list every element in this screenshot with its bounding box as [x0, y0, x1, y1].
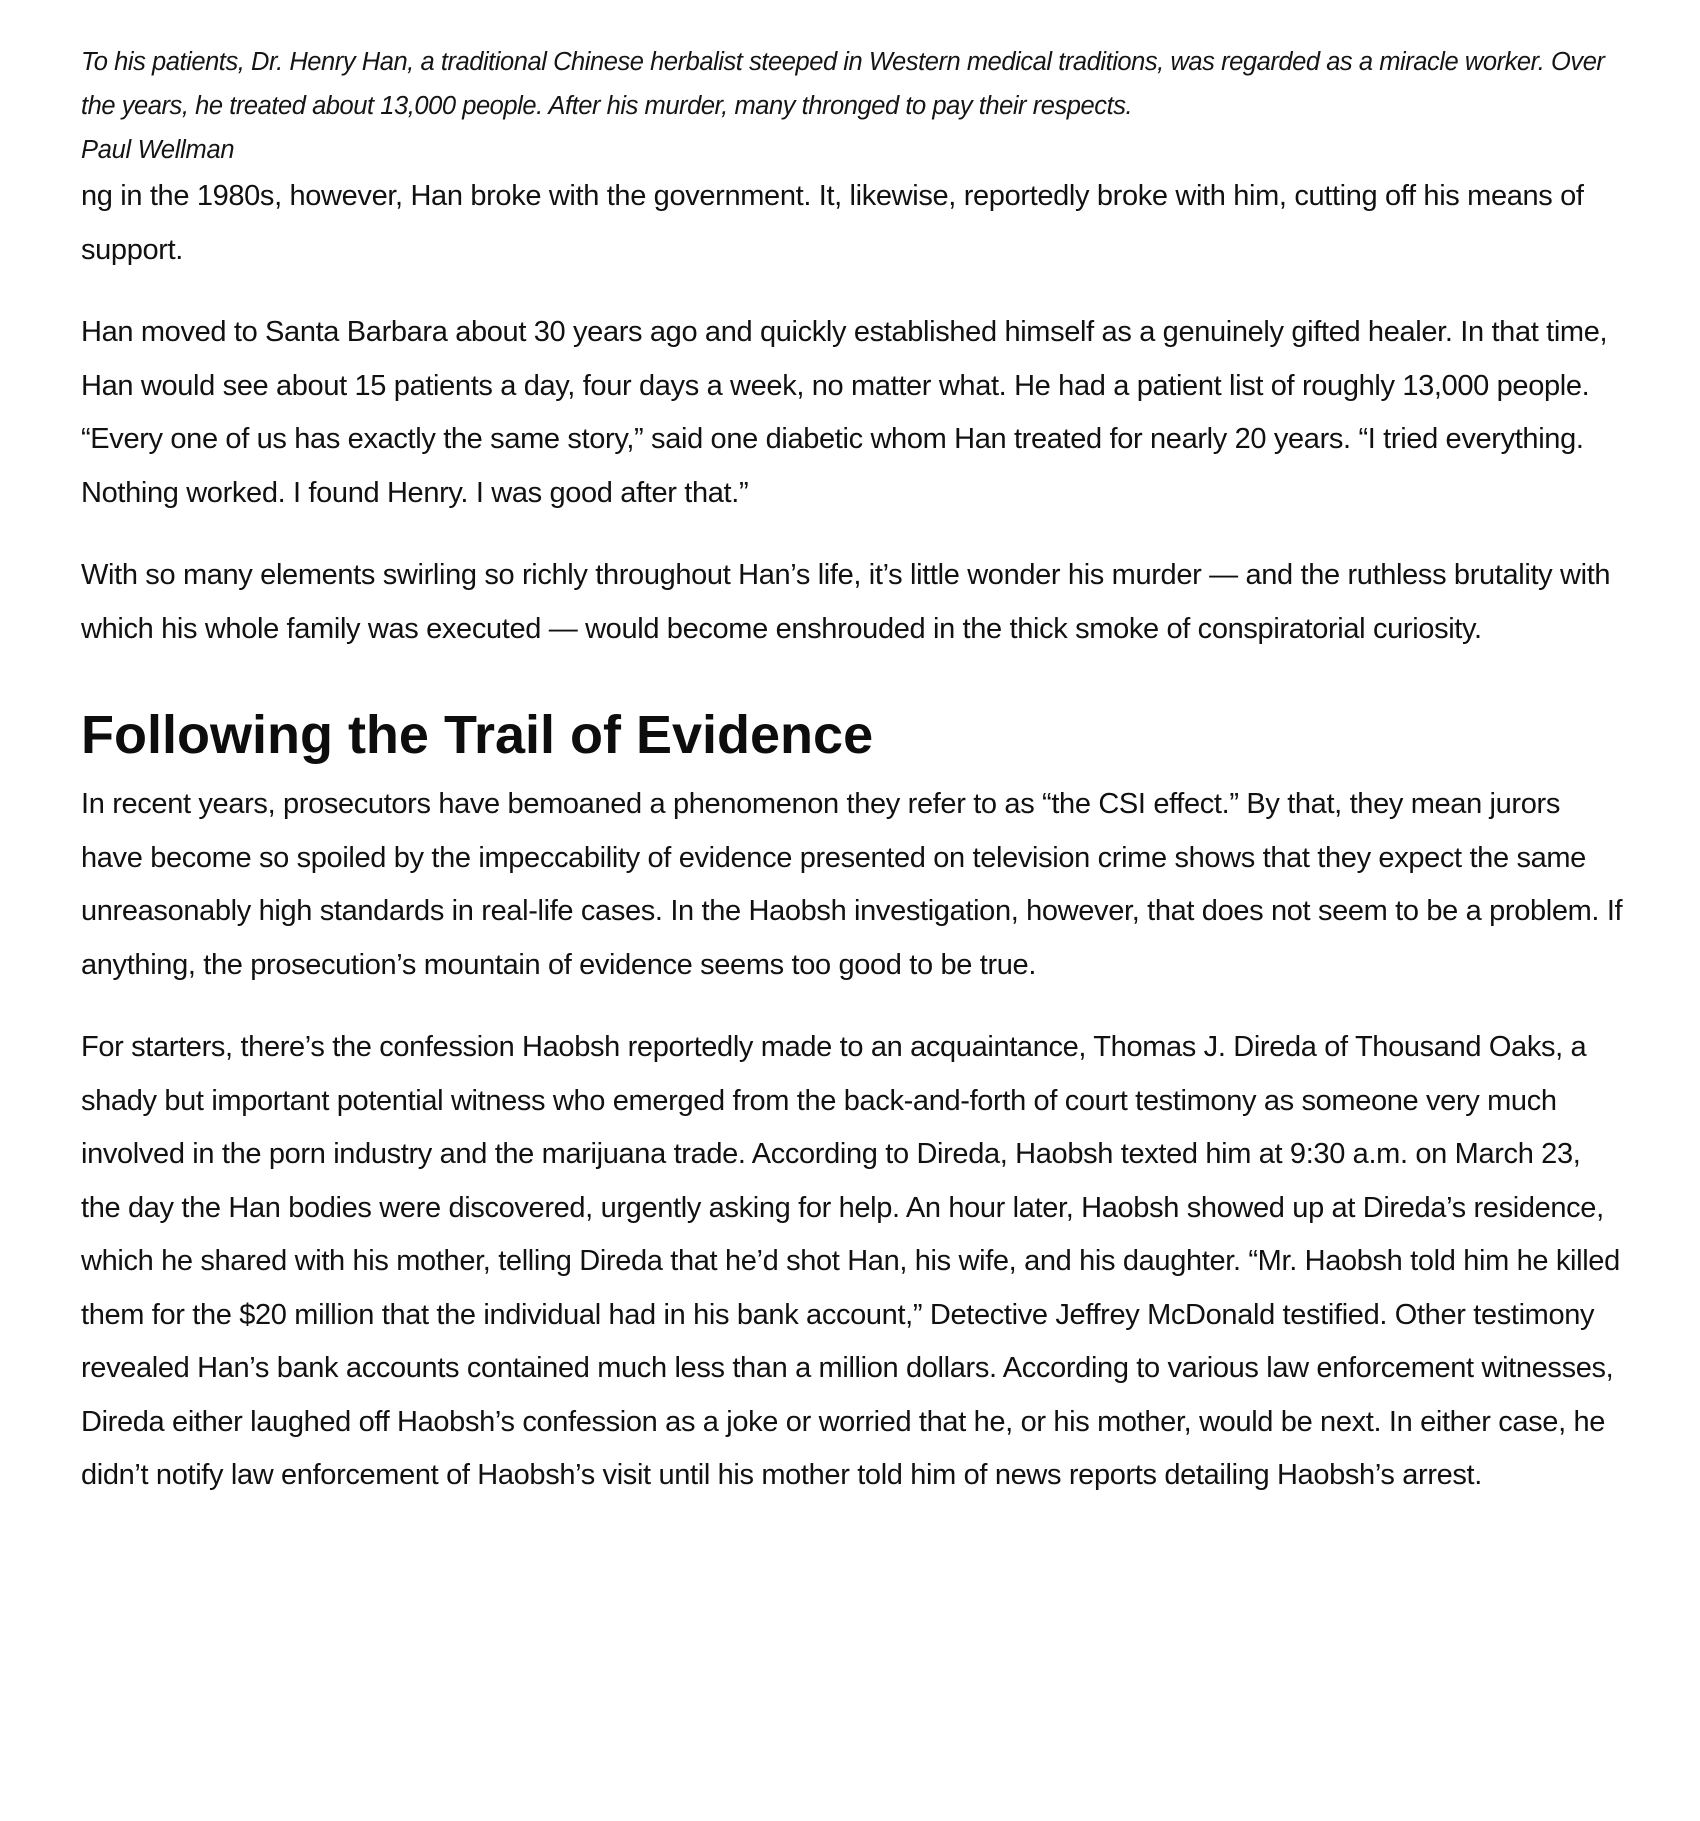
article-paragraph-5: For starters, there’s the confession Haobsh reportedly made to an acquaintance, Thomas J. Direda of Thousand Oaks, a shady but important potential witness who emerged from the back-and-forth of court testimony as someone very much involved in the porn industry and the marijuana trade. According to Direda, Haobsh texted him at 9:30 a.m. on March 23, the day the Han bodies were discovered, urgently asking for help. An hour later, Haobsh showed up at Direda’s residence, which he shared with his mother, telling Direda that he’d shot Han, his wife, and his daughter. “Mr. Haobsh told him he killed them for the $20 million that the individual had in his bank account,” Detective Jeffrey McDonald testified. Other testimony revealed Han’s bank accounts contained much less than a million dollars. According to various law enforcement witnesses, Direda either laughed off Haobsh’s confession as a joke or worried that he, or his mother, would be next. In either case, he didn’t notify law enforcement of Haobsh’s visit until his mother told him of news reports detailing Haobsh’s arrest.: [81, 1031, 1620, 1491]
article-paragraph-1: ng in the 1980s, however, Han broke with the government. It, likewise, reportedly broke with him, cutting off his means of support.: [81, 180, 1584, 266]
article-paragraph-3: With so many elements swirling so richly throughout Han’s life, it’s little wonder his murder — and the ruthless brutality with which his whole family was executed — would become enshrouded in the thick smoke of conspiratorial curiosity.: [81, 559, 1611, 645]
photo-credit: Paul Wellman: [81, 136, 235, 164]
photo-caption: To his patients, Dr. Henry Han, a traditional Chinese herbalist steeped in Western medical traditions, was regarded as a miracle worker. Over the years, he treated about 13,000 people. After his murder, many thronged to pay their respects.: [81, 48, 1605, 120]
article-paragraph-2: Han moved to Santa Barbara about 30 years ago and quickly established himself as a genuinely gifted healer. In that time, Han would see about 15 patients a day, four days a week, no matter what. He had a patient list of roughly 13,000 people. “Every one of us has exactly the same story,” said one diabetic whom Han treated for nearly 20 years. “I tried everything. Nothing worked. I found Henry. I was good after that.”: [81, 316, 1608, 509]
article-paragraph-4: In recent years, prosecutors have bemoaned a phenomenon they refer to as “the CSI effect.” By that, they mean jurors have become so spoiled by the impeccability of evidence presented on television crime shows that they expect the same unreasonably high standards in real-life cases. In the Haobsh investigation, however, that does not seem to be a problem. If anything, the prosecution’s mountain of evidence seems too good to be true.: [81, 788, 1623, 981]
section-heading: Following the Trail of Evidence: [81, 705, 874, 765]
article-page: [81, 40, 1626, 1532]
